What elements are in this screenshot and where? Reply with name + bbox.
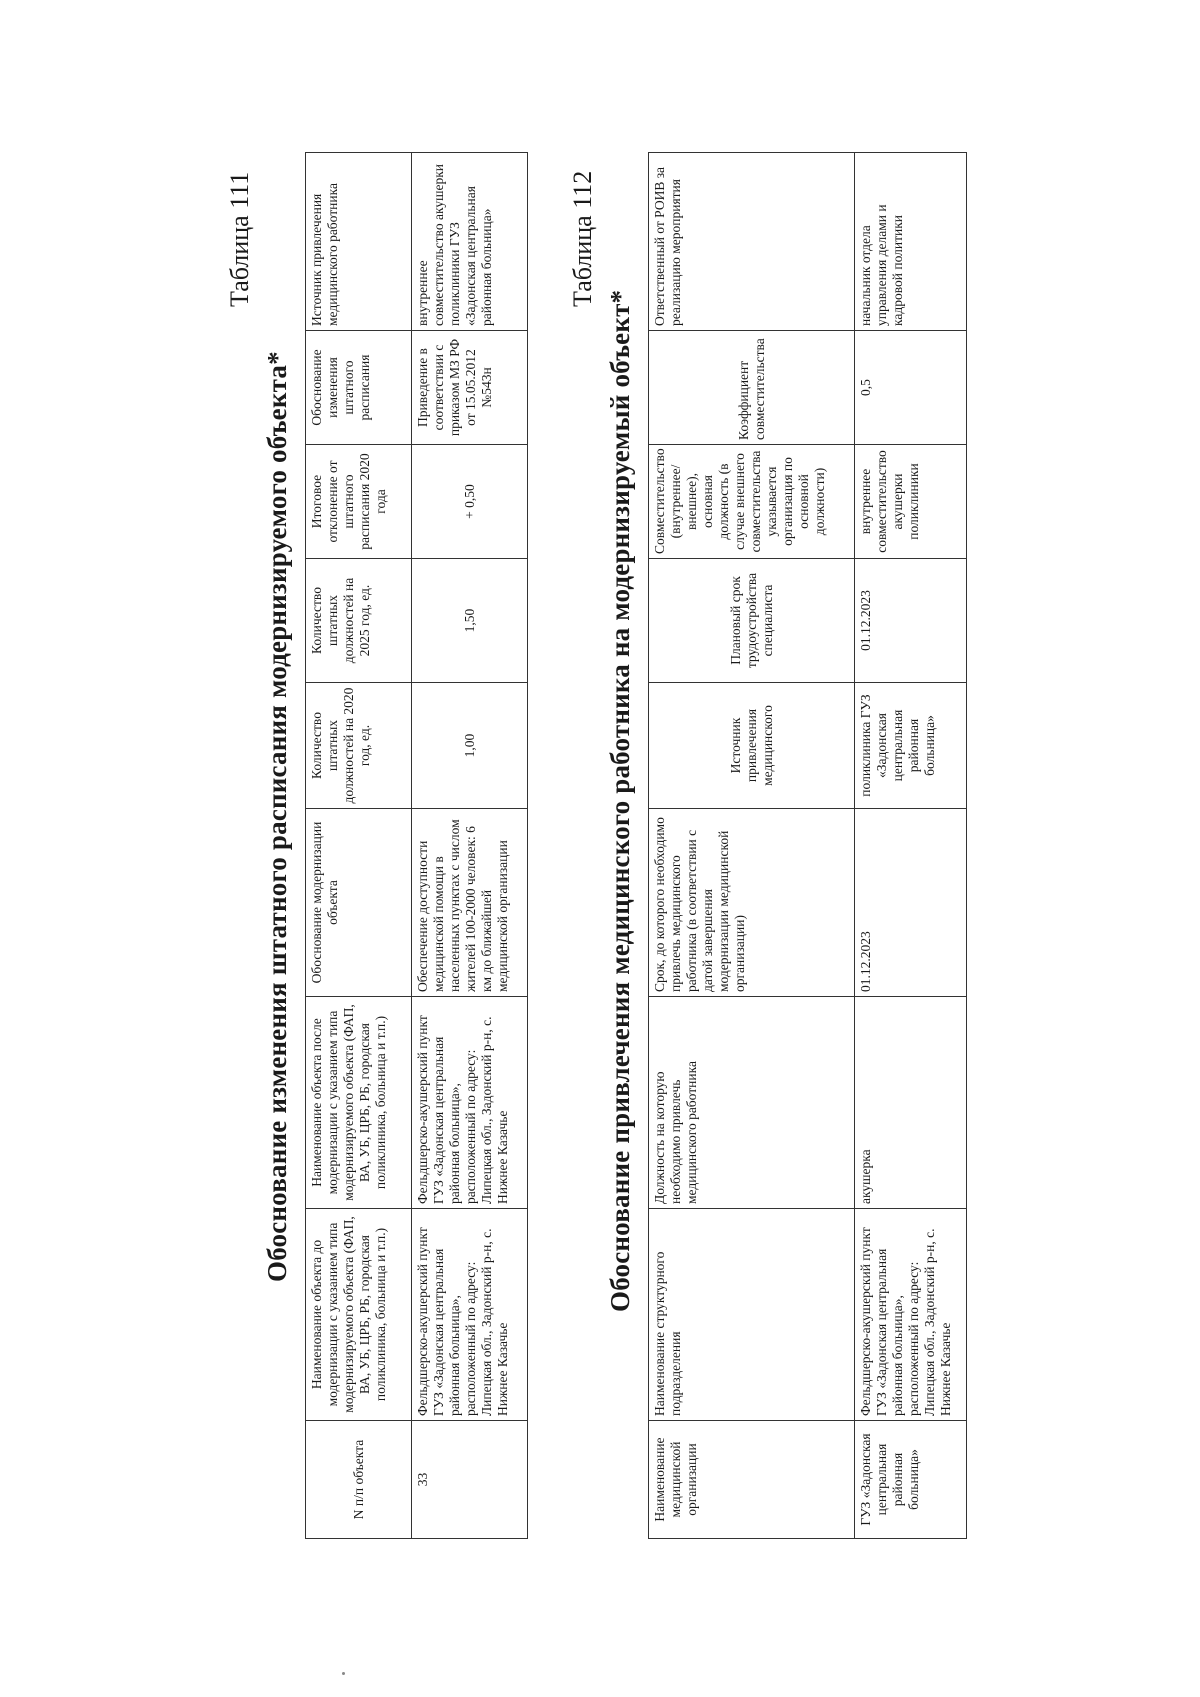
table111-cell: Фельдшерско-акушерский пункт ГУЗ «Задонская центральная районная больница», расположенный по адресу: Липецкая обл., Задонский р-н, с. Нижнее Казачье xyxy=(412,1209,528,1421)
table111-header-cell: N п/п объекта xyxy=(306,1421,412,1539)
table112-header-cell: Наименование медицинской организации xyxy=(649,1421,855,1539)
table111-title: Обоснование изменения штатного расписания модернизируемого объекта* xyxy=(262,351,292,1282)
table112-cell: Фельдшерско-акушерский пункт ГУЗ «Задонская центральная районная больница», расположенный по адресу: Липецкая обл., Задонский р-н, с. Нижнее Казачье xyxy=(855,1209,967,1421)
table111-header-cell: Обоснование изменения штатного расписания xyxy=(306,331,412,445)
table111-header-cell: Наименование объекта после модернизации с указанием типа модернизируемого объекта (ФАП, ВА, УБ, ЦРБ, РБ, городская поликлиника, больница и т.п.) xyxy=(306,997,412,1209)
table112-cell: начальник отдела управления делами и кадровой политики xyxy=(855,153,967,331)
table112-header-cell: Наименование структурного подразделения xyxy=(649,1209,855,1421)
table111-cell: 1,50 xyxy=(412,559,528,683)
table112-cell: 01.12.2023 xyxy=(855,809,967,997)
table111-header-cell: Наименование объекта до модернизации с указанием типа модернизируемого объекта (ФАП, ВА, УБ, ЦРБ, РБ, городская поликлиника, больница и т.п.) xyxy=(306,1209,412,1421)
table112-header-cell: Ответственный от РОИВ за реализацию мероприятия xyxy=(649,153,855,331)
table111-header-cell: Количество штатных должностей на 2025 год, ед. xyxy=(306,559,412,683)
table111-cell: + 0,50 xyxy=(412,445,528,559)
table112 xyxy=(648,152,967,1539)
table111-header-cell: Количество штатных должностей на 2020 год, ед. xyxy=(306,683,412,809)
table112-header-row xyxy=(649,153,855,1539)
table112-header-cell: Плановый срок трудоустройства специалиста xyxy=(649,559,855,683)
scan-speck xyxy=(342,1672,345,1675)
table112-header-cell: Срок, до которого необходимо привлечь медицинского работника (в соответствии с датой завершения модернизации медицинской организации) xyxy=(649,809,855,997)
table111-cell: Фельдшерско-акушерский пункт ГУЗ «Задонская центральная районная больница», расположенный по адресу: Липецкая обл., Задонский р-н, с. Нижнее Казачье xyxy=(412,997,528,1209)
table-row xyxy=(855,153,967,1539)
table111-header-row xyxy=(306,153,412,1539)
table112-caption: Таблица 112 xyxy=(568,170,597,307)
table112-cell: внутреннее совместительство акушерки поликлиники xyxy=(855,445,967,559)
table112-header-cell: Должность на которую необходимо привлечь медицинского работника xyxy=(649,997,855,1209)
table112-cell: 01.12.2023 xyxy=(855,559,967,683)
table112-title: Обоснование привлечения медицинского работника на модернизируемый объект* xyxy=(605,289,635,1312)
table111-cell: 33 xyxy=(412,1421,528,1539)
table-row xyxy=(412,153,528,1539)
table111-header-cell: Источник привлечения медицинского работника xyxy=(306,153,412,331)
table111-caption: Таблица 111 xyxy=(225,171,254,307)
table111-header-cell: Обоснование модернизации объекта xyxy=(306,809,412,997)
table112-cell: ГУЗ «Задонская центральная районная больница» xyxy=(855,1421,967,1539)
table112-header-cell: Совместительство (внутреннее/внешнее), основная должность (в случае внешнего совместительства указывается организация по основной должности) xyxy=(649,445,855,559)
table112-header-cell: Источник привлечения медицинского xyxy=(649,683,855,809)
table112-header-cell: Коэффициент совместительства xyxy=(649,331,855,445)
table112-cell: поликлиника ГУЗ «Задонская центральная районная больница» xyxy=(855,683,967,809)
table111-cell: Обеспечение доступности медицинской помощи в населенных пунктах с числом жителей 100-2000 человек: 6 км до ближайшей медицинской организации xyxy=(412,809,528,997)
table111-cell: внутреннее совместительство акушерки поликлиники ГУЗ «Задонская центральная районная больница» xyxy=(412,153,528,331)
table112-cell: 0,5 xyxy=(855,331,967,445)
table111-cell: 1,00 xyxy=(412,683,528,809)
table111-header-cell: Итоговое отклонение от штатного расписания 2020 года xyxy=(306,445,412,559)
table111-cell: Приведение в соответствии с приказом МЗ РФ от 15.05.2012 №543н xyxy=(412,331,528,445)
table112-cell: акушерка xyxy=(855,997,967,1209)
table111 xyxy=(305,152,528,1539)
